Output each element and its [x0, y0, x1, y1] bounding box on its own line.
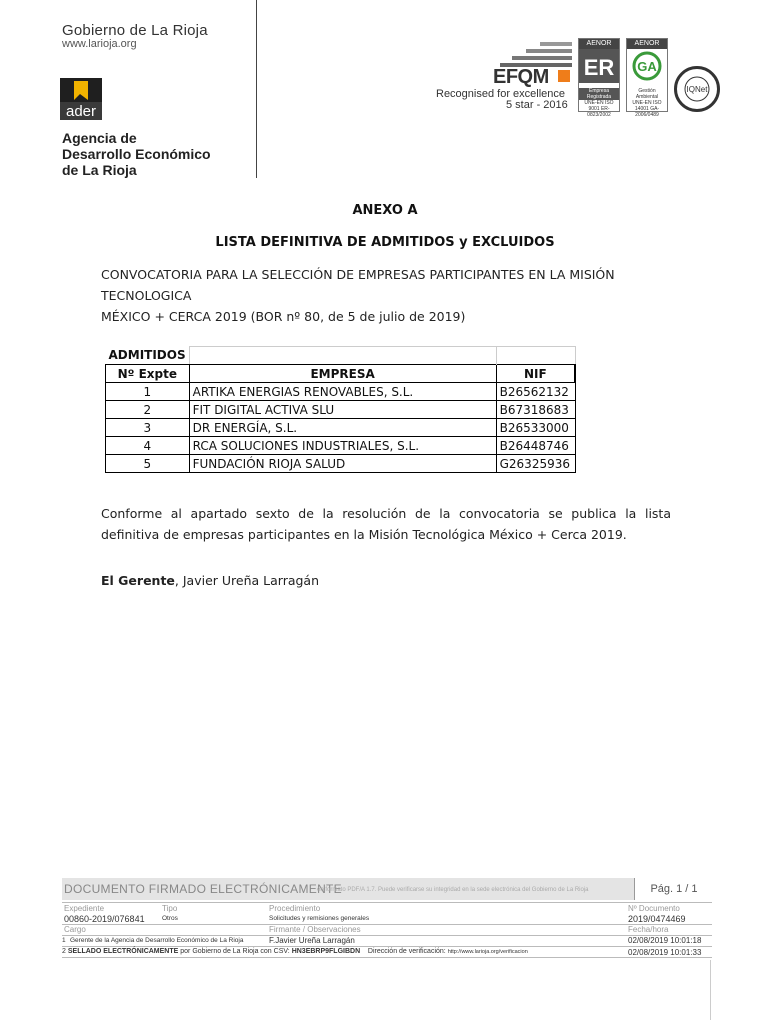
seal-text: por Gobierno de La Rioja con CSV:: [178, 948, 292, 955]
signature-2-number: 2: [62, 948, 66, 955]
ga-icon: [627, 49, 667, 83]
government-url: www.larioja.org: [62, 38, 137, 50]
signature-footer: [62, 878, 712, 958]
label-firmante: Firmante / Observaciones: [269, 925, 361, 934]
label-cargo: Cargo: [64, 925, 86, 934]
aenor-label: AENOR: [579, 39, 619, 49]
ader-logo: [60, 78, 102, 120]
verification-url[interactable]: http://www.larioja.org/verificacion: [447, 949, 528, 955]
cert1-code: UNE-EN ISO 9001 ER-0823/2002: [584, 100, 614, 118]
signature-2-datetime: 02/08/2019 10:01:33: [628, 948, 702, 957]
csv-code: HN3EBRP9FLGIBDN: [291, 948, 361, 955]
agency-line-3: de La Rioja: [62, 162, 137, 178]
iqnet-text: IQNet: [686, 85, 708, 94]
seal-label: SELLADO ELECTRÓNICAMENTE: [67, 948, 179, 955]
col-header-num: Nº Expte: [106, 365, 190, 383]
signature-1-role: Gerente de la Agencia de Desarrollo Económico de La Rioja: [70, 937, 244, 944]
empty-cell: [496, 347, 575, 365]
row-num: 4: [106, 437, 190, 455]
signer-role: El Gerente: [101, 573, 175, 588]
row-company: RCA SOLUCIONES INDUSTRIALES, S.L.: [189, 437, 496, 455]
documento-value: 2019/0474469: [628, 914, 686, 924]
signature-1-number: 1: [62, 937, 66, 944]
expediente-value: 00860-2019/076841: [64, 914, 145, 924]
admitted-table: [105, 346, 576, 473]
list-title: LISTA DEFINITIVA DE ADMITIDOS y EXCLUIDOS: [215, 235, 555, 250]
table-row: [106, 383, 576, 401]
footer-rule: [62, 935, 712, 936]
row-company: FIT DIGITAL ACTIVA SLU: [189, 401, 496, 419]
signature-1-datetime: 02/08/2019 10:01:18: [628, 936, 702, 945]
label-procedimiento: Procedimiento: [269, 904, 321, 913]
row-nif: G26325936: [496, 455, 575, 473]
row-nif: B26533000: [496, 419, 575, 437]
table-row: [106, 419, 576, 437]
footer-title: DOCUMENTO FIRMADO ELECTRÓNICAMENTE: [64, 882, 342, 896]
header-divider: [256, 0, 257, 178]
footer-note: en formato PDF/A 1.7. Puede verificarse su integridad en la sede electrónica del Gobierno de La Rioja: [317, 887, 589, 893]
conclusion-paragraph: Conforme al apartado sexto de la resolución de la convocatoria se publica la lista definitiva de empresas participantes en la Misión Tecnológica México + Cerca 2019.: [101, 506, 671, 542]
ader-logo-text: ader: [65, 103, 97, 120]
footer-rule: [62, 924, 712, 925]
call-line-2: MÉXICO + CERCA 2019 (BOR nº 80, de 5 de julio de 2019): [101, 309, 466, 324]
table-row: [106, 437, 576, 455]
tipo-value: Otros: [162, 915, 178, 922]
aenor-label: AENOR: [627, 39, 667, 49]
footer-rule: [62, 957, 712, 958]
col-header-company: EMPRESA: [189, 365, 496, 383]
cert2-code: UNE-EN ISO 14001 GA-2006/0489: [632, 100, 662, 118]
table-row: [106, 455, 576, 473]
table-row: [106, 401, 576, 419]
svg-text:ER: ER: [583, 55, 615, 80]
aenor-ga-cert: [626, 38, 668, 118]
row-company: FUNDACIÓN RIOJA SALUD: [189, 455, 496, 473]
section-label: ADMITIDOS: [106, 347, 190, 365]
row-nif: B67318683: [496, 401, 575, 419]
table-header-row: [106, 365, 576, 383]
agency-name: [62, 130, 211, 178]
government-name: Gobierno de La Rioja: [62, 22, 208, 39]
ader-logo-graphic: [60, 78, 102, 120]
efqm-recognition: Recognised for excellence: [436, 88, 566, 100]
aenor-er-cert: [578, 38, 620, 118]
signature-line: [101, 570, 671, 591]
empty-cell: [189, 347, 496, 365]
agency-line-2: Desarrollo Económico: [62, 146, 211, 162]
verification-label: Dirección de verificación:: [367, 948, 448, 955]
signature-2-line: [62, 948, 528, 955]
call-description: [101, 264, 671, 327]
efqm-logo: EFQM: [493, 66, 549, 88]
row-nif: B26562132: [496, 383, 575, 401]
label-documento: Nº Documento: [628, 904, 680, 913]
signer-name: , Javier Ureña Larragán: [174, 573, 320, 588]
efqm-star: 5 star - 2016: [506, 99, 568, 111]
row-nif: B26448746: [496, 437, 575, 455]
row-company: ARTIKA ENERGIAS RENOVABLES, S.L.: [189, 383, 496, 401]
iqnet-seal: [674, 66, 720, 112]
cert1-text: Empresa Registrada: [579, 88, 619, 100]
annex-title: ANEXO A: [352, 203, 418, 218]
label-expediente: Expediente: [64, 904, 105, 913]
footer-rule: [62, 902, 712, 903]
row-num: 5: [106, 455, 190, 473]
label-tipo: Tipo: [162, 904, 178, 913]
procedimiento-value: Solicitudes y remisiones generales: [269, 915, 370, 922]
footer-rule: [62, 946, 712, 947]
page-edge-line: [710, 960, 711, 1020]
efqm-orange-square: [558, 70, 570, 82]
row-num: 1: [106, 383, 190, 401]
row-company: DR ENERGÍA, S.L.: [189, 419, 496, 437]
page-indicator: Pág. 1 / 1: [634, 878, 713, 900]
svg-text:GA: GA: [637, 59, 657, 74]
er-icon: [579, 49, 619, 83]
cert2-text: Gestión Ambiental: [635, 88, 659, 100]
label-fecha: Fecha/hora: [628, 925, 669, 934]
row-num: 3: [106, 419, 190, 437]
signature-1-signer: F.Javier Ureña Larragán: [269, 936, 355, 945]
col-header-nif: NIF: [496, 365, 575, 383]
agency-line-1: Agencia de: [62, 130, 137, 146]
call-line-1: CONVOCATORIA PARA LA SELECCIÓN DE EMPRESAS PARTICIPANTES EN LA MISIÓN TECNOLOGICA: [101, 267, 615, 303]
row-num: 2: [106, 401, 190, 419]
